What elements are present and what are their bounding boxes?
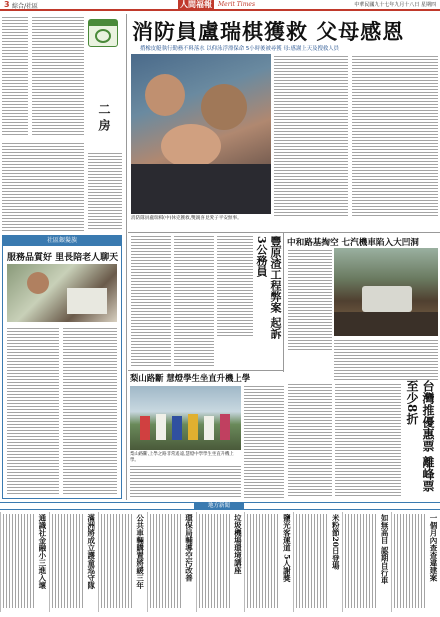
article-text [217,236,253,336]
article-text [335,384,401,498]
masthead-rule [0,9,440,11]
local-news-text [247,514,280,608]
local-news-item [49,512,98,612]
local-news-item [98,512,147,612]
article-text [32,17,84,137]
column-divider [126,14,127,500]
date-line: 中華民國九十七年九月十八日 星期四 [354,2,436,8]
local-news-item [293,512,342,612]
right-vertical-headline: 台灣推優惠票 離峰票至少8折 [405,380,435,493]
local-news-text [3,514,36,608]
local-news-item [244,512,293,612]
article-text [130,466,241,498]
feature-headline: 服務品質好 里長陪老人聊天 [7,253,119,263]
calendar-badge-icon [88,19,118,47]
article-text [288,384,332,498]
lead-photo [131,54,271,214]
local-news-headline: 通識社金融小三進入壞 [37,514,47,589]
mid-vertical-headline: 豐原渣工程弊案 起訴3公務員 [255,236,282,339]
sinkhole-headline: 中和路基掏空 七汽機車陷入大凹洞 [287,238,419,248]
lead-headline: 消防員盧瑞棋獲救 父母感恩 [132,19,405,44]
local-news-item [0,512,49,612]
local-news-headline: 垃圾機場環境講座 [233,514,243,574]
article-text [2,17,28,137]
local-news-headline: 滿洲將成立護童巡守隊 [86,514,96,589]
local-news-headline: 如無高目 認期自行車 [380,514,390,585]
article-text [7,328,59,494]
left-column [0,13,125,501]
local-news-text [394,514,427,608]
local-news-headline: 公共車輛購置將緩三年 [135,514,145,589]
local-news-item [391,512,440,612]
article-text [174,236,214,366]
article-text [88,153,122,231]
feature-photo [7,264,117,322]
side-label: 二 房 [97,103,111,132]
bottom-section-bar [0,502,440,510]
helicopter-photo [130,386,241,450]
local-news-headline: 鹽光客運道 5人謝獎 [282,514,292,582]
page-number: 3 [4,0,10,9]
local-news-headline: 米粉節20日登場 [331,514,341,570]
local-news-headline: 一個月內查查違建案 [428,514,438,582]
bottom-section-title: 地方新聞 [194,502,244,510]
article-text [352,56,438,216]
feature-box-title: 社區銀髮族 [3,236,121,246]
feature-box [2,235,122,499]
local-news-item [147,512,196,612]
article-text [334,340,438,380]
local-news-headline: 環保局輔導空污改善 [184,514,194,582]
local-news-text [150,514,183,608]
local-news-item [196,512,245,612]
sinkhole-photo [334,248,438,336]
article-text [63,328,117,494]
local-news-text [345,514,378,608]
article-text [274,56,348,216]
lead-subhead: 揹橡皮艇執行勤務不料落水 以仰泳浮漂保命 5小時後被尋獲 母:感謝上天及搜救人員 [140,46,340,52]
article-text [244,386,284,498]
local-news-text [296,514,329,608]
article-text [288,250,332,350]
mid-banner-headline: 梨山路斷 慧燈學生坐直升機上學 [130,373,251,383]
article-text [2,143,84,231]
local-news-text [101,514,134,608]
brand-logo-en: Merit Times [218,1,256,8]
local-news-text [52,514,85,608]
section-label: 綜合/社區 [12,3,39,10]
helicopter-photo-caption: 梨山路斷,上學之路非常遙遠,慧燈中學學生坐直升機上學。 [130,452,234,463]
column-divider [283,232,284,372]
lead-photo-caption: 消防隊員盧瑞棋(中)休克獲救,雙親喜見愛子平安無事。 [131,216,242,221]
local-news-item [342,512,391,612]
article-text [131,236,171,366]
brand-logo-cn: 人間福報 [180,0,212,9]
section-divider [128,232,440,233]
section-divider [128,370,283,371]
local-news-text [199,514,232,608]
bottom-strip [0,512,440,612]
